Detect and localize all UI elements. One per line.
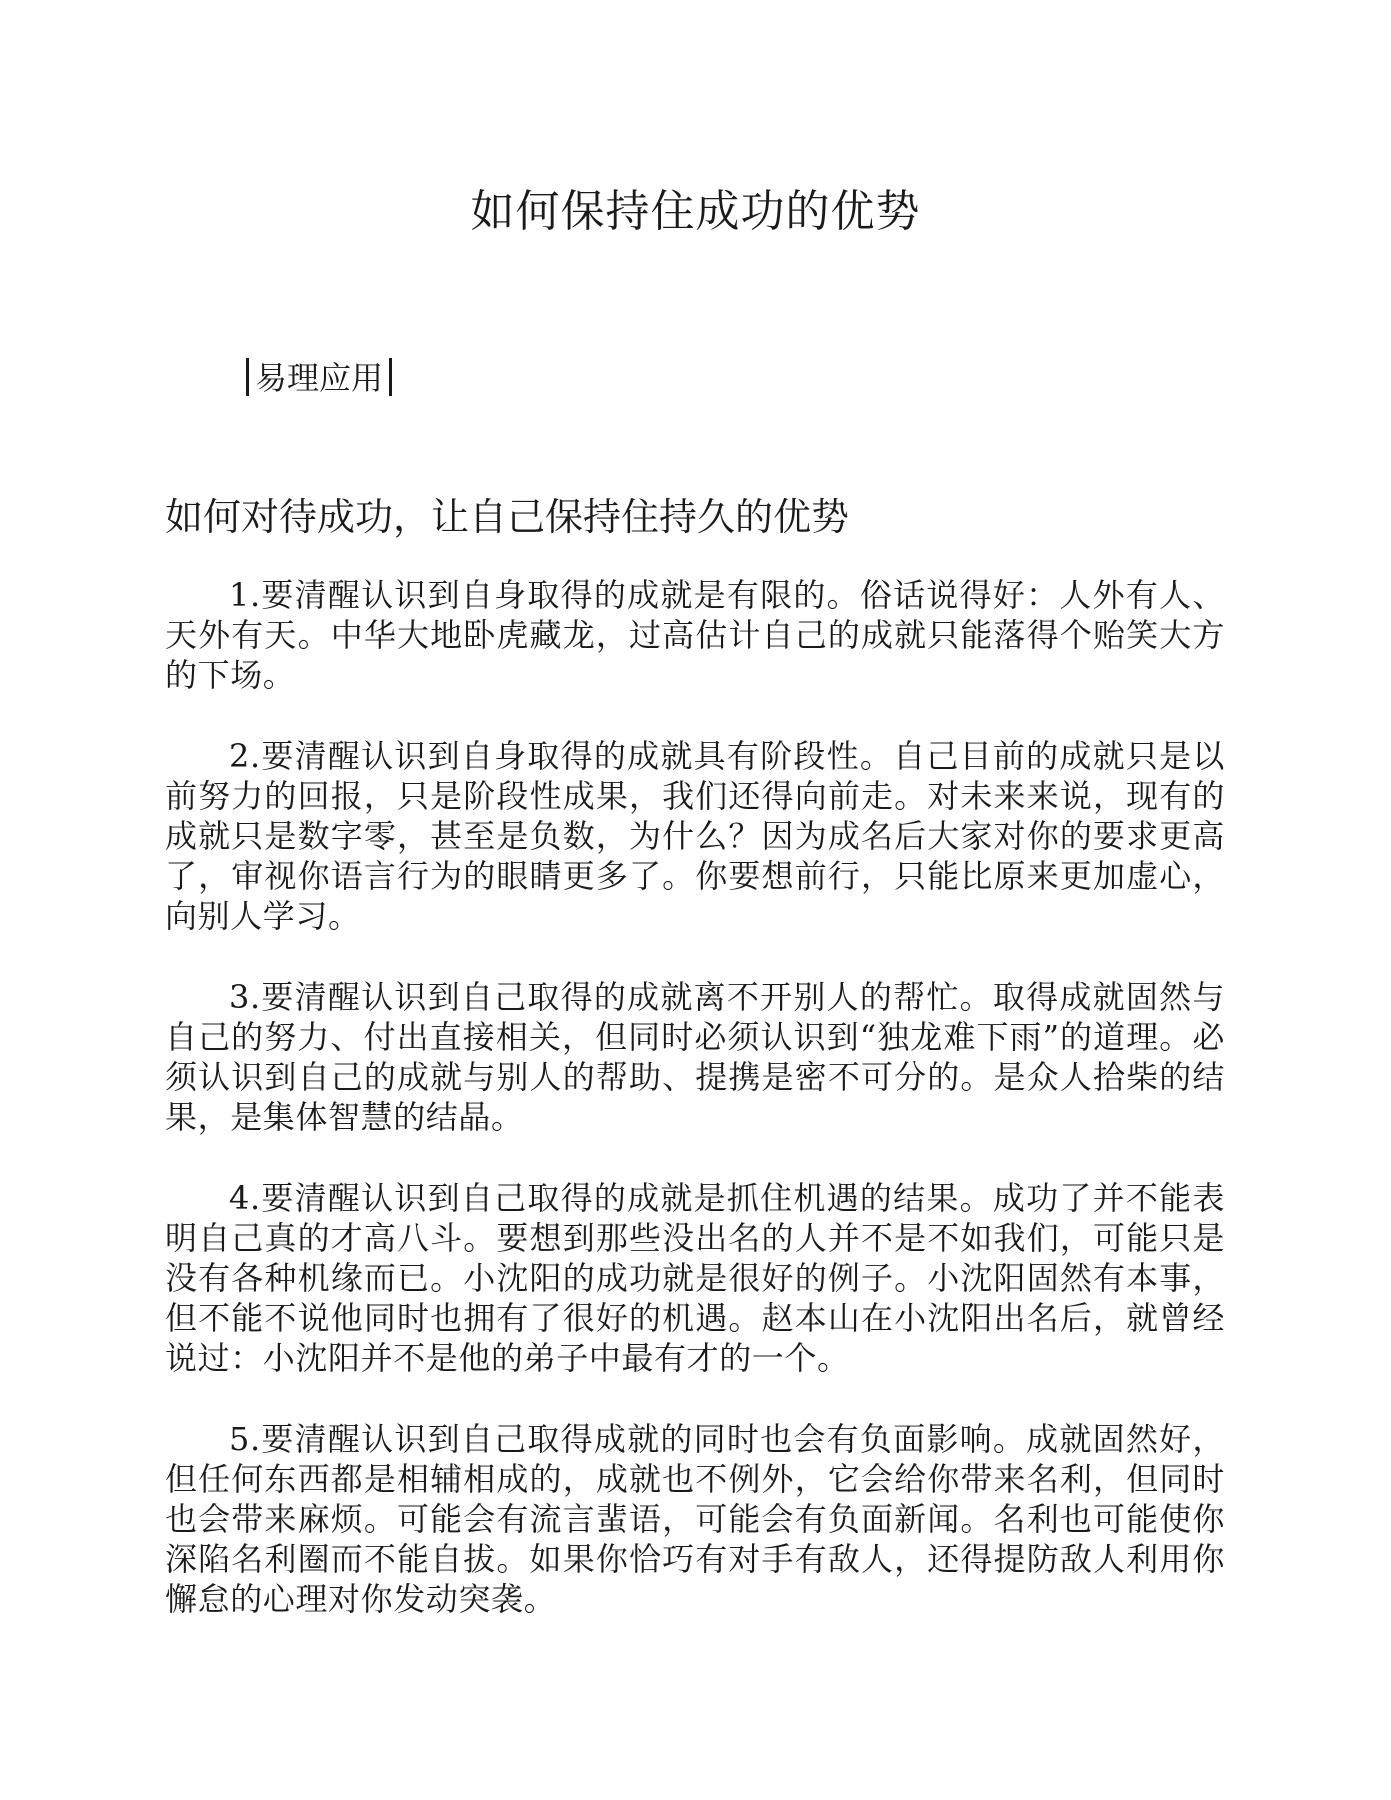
paragraph-1: 1.要清醒认识到自身取得的成就是有限的。俗话说得好：人外有人、天外有天。中华大地卧虎藏龙，过高估计自己的成就只能落得个贻笑大方的下场。	[165, 576, 1225, 694]
paragraph-4: 4.要清醒认识到自己取得的成就是抓住机遇的结果。成功了并不能表明自己真的才高八斗。要想到那些没出名的人并不是不如我们，可能只是没有各种机缘而已。小沈阳的成功就是很好的例子。小沈阳固然有本事，但不能不说他同时也拥有了很好的机遇。赵本山在小沈阳出名后，就曾经说过：小沈阳并不是他的弟子中最有才的一个。	[165, 1179, 1225, 1377]
paragraph-5: 5.要清醒认识到自己取得成就的同时也会有负面影响。成就固然好，但任何东西都是相辅相成的，成就也不例外，它会给你带来名利，但同时也会带来麻烦。可能会有流言蜚语，可能会有负面新闻。名利也可能使你深陷名利圈而不能自拔。如果你恰巧有对手有敌人，还得提防敌人利用你懈怠的心理对你发动突袭。	[165, 1420, 1225, 1618]
paragraph-3: 3.要清醒认识到自己取得的成就离不开别人的帮忙。取得成就固然与自己的努力、付出直接相关，但同时必须认识到“独龙难下雨”的道理。必须认识到自己的成就与别人的帮助、提携是密不可分的。是众人拾柴的结果，是集体智慧的结晶。	[165, 978, 1225, 1136]
category-tag	[240, 356, 398, 400]
document-title: 如何保持住成功的优势	[470, 186, 921, 237]
section-heading: 如何对待成功，让自己保持住持久的优势	[165, 495, 850, 539]
category-label: 易理应用	[255, 359, 384, 397]
article-body	[165, 575, 1225, 1660]
category-right-bar	[389, 358, 392, 396]
category-left-bar	[246, 358, 249, 396]
paragraph-2: 2.要清醒认识到自身取得的成就具有阶段性。自己目前的成就只是以前努力的回报，只是阶段性成果，我们还得向前走。对未来来说，现有的成就只是数字零，甚至是负数，为什么？因为成名后大家对你的要求更高了，审视你语言行为的眼睛更多了。你要想前行，只能比原来更加虚心，向别人学习。	[165, 737, 1225, 935]
